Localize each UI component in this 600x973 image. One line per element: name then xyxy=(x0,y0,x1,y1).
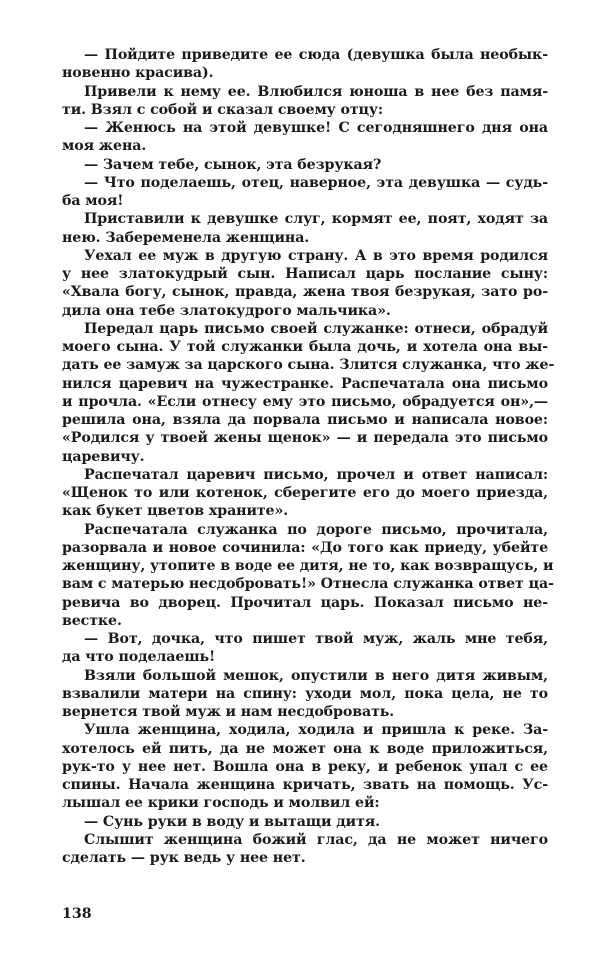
text-line: дила она тебе златокудрого мальчика». xyxy=(62,302,391,319)
text-line: ревича во дворец. Прочитал царь. Показал письмо не- xyxy=(62,594,548,611)
text-line: женщину, утопите в воде ее дитя, не то, как возвращусь, и xyxy=(62,558,554,574)
text-line: — Зачем тебе, сынок, эта безрукая? xyxy=(84,156,382,173)
text-line: лышал ее крики господь и молвил ей: xyxy=(62,795,380,812)
text-line: «Родился у твоей жены щенок» — и передала это письмо xyxy=(62,430,548,447)
text-line: Передал царь письмо своей служанке: отнеси, обрадуй xyxy=(84,320,548,337)
text-line: «Хвала богу, сынок, правда, жена твоя безрукая, зато ро- xyxy=(62,284,548,301)
text-line: Слышит женщина божий глас, да не может ничего xyxy=(84,831,548,848)
text-line: новенно красива). xyxy=(62,65,214,82)
text-line: сделать — рук ведь у нее нет. xyxy=(62,850,306,866)
text-line: Приставили к девушке слуг, кормят ее, поят, ходят за xyxy=(84,211,548,228)
text-line: как букет цветов храните». xyxy=(62,503,289,520)
text-line: рук-то у нее нет. Вошла она в реку, и ребенок упал с ее xyxy=(62,758,548,775)
text-line: — Пойдите приведите ее сюда (девушка была необык- xyxy=(84,47,548,63)
text-line: Распечатал царевич письмо, прочел и ответ написал: xyxy=(84,466,548,483)
text-line: нею. Забеременела женщина. xyxy=(62,229,310,246)
text-line: вам с матерью несдобровать!» Отнесла служанка ответ ца- xyxy=(62,576,554,593)
text-line: — Что поделаешь, отец, наверное, эта девушка — судь- xyxy=(84,174,548,191)
text-line: дать ее замуж за царского сына. Злится служанка, что же- xyxy=(62,357,555,374)
text-line: нился царевич на чужестранке. Распечатала она письмо xyxy=(62,375,548,392)
text-line: моего сына. У той служанки была дочь, и хотела она вы- xyxy=(62,339,548,355)
text-line: «Щенок то или котенок, сберегите его до моего приезда, xyxy=(62,485,548,501)
text-line: вестке. xyxy=(62,612,122,629)
text-line: Ушла женщина, ходила, ходила и пришла к реке. За- xyxy=(84,722,548,739)
text-line: Привели к нему ее. Влюбился юноша в нее без памя- xyxy=(84,83,548,100)
text-line: спины. Начала женщина кричать, звать на помощь. Ус- xyxy=(62,777,548,793)
text-line: взвалили матери на спину: уходи мол, пока цела, не то xyxy=(62,685,548,702)
text-line: ти. Взял с собой и сказал своему отцу: xyxy=(62,101,384,118)
page-text xyxy=(62,46,555,867)
text-line: и прочла. «Если отнесу ему это письмо, обрадуется он»,— xyxy=(62,393,548,410)
text-line: Взяли большой мешок, опустили в него дитя живым, xyxy=(84,667,548,684)
text-line: разорвала и новое сочинила: «До того как приеду, убейте xyxy=(62,539,548,556)
text-line: — Сунь руки в воду и вытащи дитя. xyxy=(84,813,380,830)
text-line: — Вот, дочка, что пишет твой муж, жаль мне тебя, xyxy=(84,631,548,647)
text-line: моя жена. xyxy=(62,138,147,155)
text-line: ба моя! xyxy=(62,193,124,209)
text-line: Уехал ее муж в другую страну. А в это время родился xyxy=(84,247,548,264)
text-line: хотелось ей пить, да не может она к воде приложиться, xyxy=(62,740,548,757)
text-line: вернется твой муж и нам несдобровать. xyxy=(62,704,395,720)
text-line: да что поделаешь! xyxy=(62,649,216,666)
text-line: у нее златокудрый сын. Написал царь послание сыну: xyxy=(62,266,548,282)
text-line: Распечатала служанка по дороге письмо, прочитала, xyxy=(84,521,548,538)
page-number: 138 xyxy=(62,906,92,922)
text-line: решила она, взяла да порвала письмо и написала новое: xyxy=(62,412,548,428)
text-line: — Женюсь на этой девушке! С сегодняшнего дня она xyxy=(84,120,548,136)
text-line: царевичу. xyxy=(62,448,145,465)
